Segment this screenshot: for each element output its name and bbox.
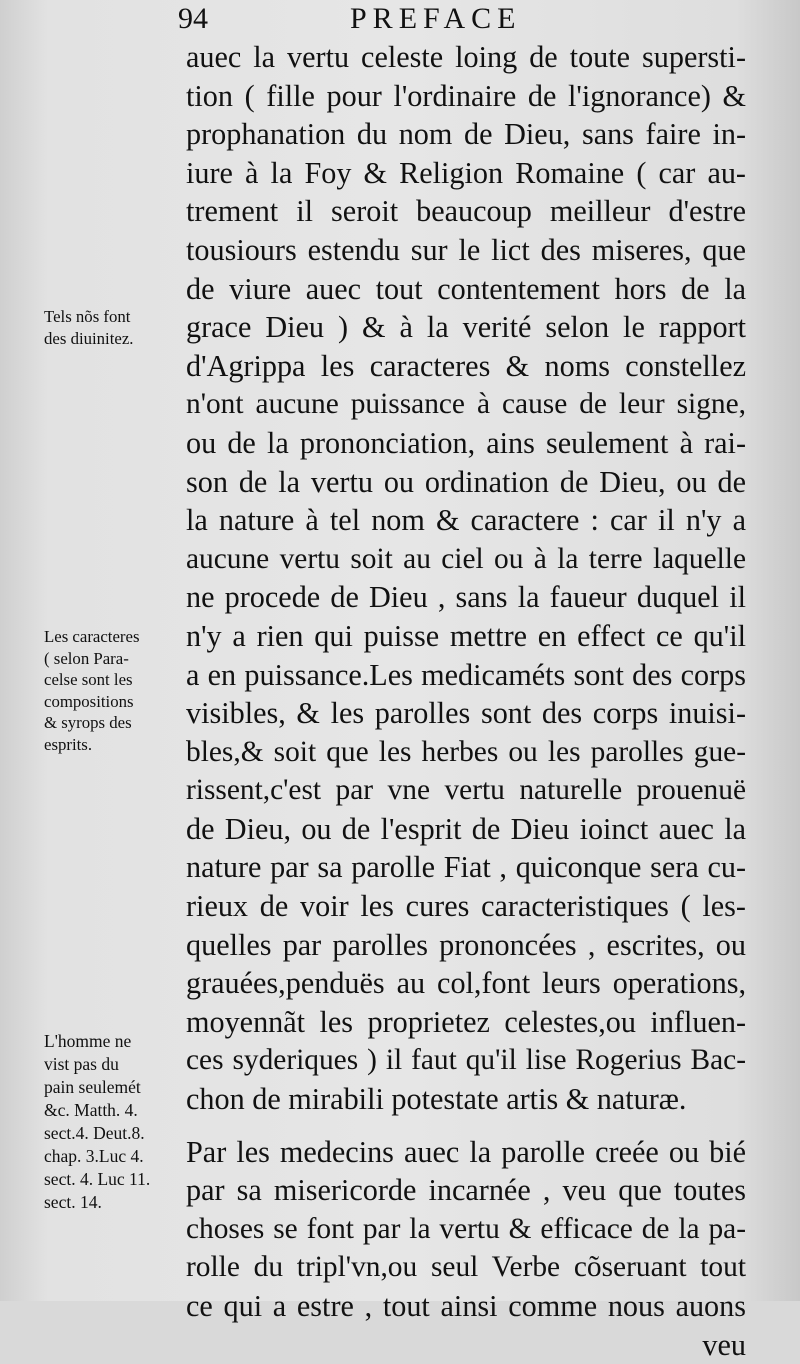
- margin-note-line: compositions: [44, 691, 134, 711]
- text-line: auec la vertu celeste loing de toute supersti-: [186, 40, 746, 74]
- text-line: bles,& soit que les herbes ou les parolles gue-: [186, 735, 746, 768]
- text-line: iure à la Foy & Religion Romaine ( car au-: [186, 155, 746, 190]
- margin-note-line: &c. Matth. 4.: [44, 1100, 138, 1120]
- text-line: la nature à tel nom & caractere : car il n'y a: [186, 503, 746, 538]
- text-line: par sa misericorde incarnée , veu que toutes: [186, 1173, 746, 1208]
- text-line: son de la vertu ou ordination de Dieu, ou de: [186, 464, 746, 499]
- page-number: 94: [178, 2, 208, 35]
- text-line: aucune vertu soit au ciel ou à la terre laquelle: [186, 542, 746, 575]
- text-line: trement il seroit beaucoup meilleur d'estre: [186, 194, 746, 229]
- margin-note-line: & syrops des: [44, 713, 132, 732]
- text-line: ne procede de Dieu , sans la faueur duquel il: [186, 580, 746, 615]
- margin-note-line: sect. 14.: [44, 1192, 102, 1212]
- text-line: choses se font par la vertu & efficace de la pa-: [186, 1212, 746, 1245]
- margin-note: [44, 1030, 150, 1214]
- text-line: rissent,c'est par vne vertu naturelle prouenuë: [186, 774, 746, 807]
- text-line: nature par sa parolle Fiat , quiconque sera cu-: [186, 850, 746, 885]
- body-text: [186, 38, 746, 1364]
- text-line: n'ont aucune puissance à cause de leur signe,: [186, 388, 746, 421]
- catchword: veu: [702, 1327, 746, 1362]
- margin-note-line: ( selon Para-: [44, 648, 129, 668]
- margin-note-line: sect.4. Deut.8.: [44, 1123, 145, 1143]
- text-line: rieux de voir les cures caracteristiques ( les-: [186, 889, 746, 924]
- margin-note-line: chap. 3.Luc 4.: [44, 1146, 144, 1166]
- text-line: grace Dieu ) & à la verité selon le rapport: [186, 310, 746, 345]
- text-line: d'Agrippa les caracteres & noms constellez: [186, 348, 746, 383]
- margin-note: [44, 626, 139, 755]
- margin-note-line: vist pas du: [44, 1054, 119, 1074]
- text-line: tion ( fille pour l'ordinaire de l'ignorance) &: [186, 78, 746, 113]
- text-line: tousiours estendu sur le lict des miseres, que: [186, 232, 746, 267]
- text-line: chon de mirabili potestate artis & naturæ.: [186, 1082, 687, 1117]
- text-line: a en puissance.Les medicaméts sont des corps: [186, 657, 746, 692]
- margin-note-line: Les caracteres: [44, 627, 140, 646]
- margin-note-line: celse sont les: [44, 670, 133, 689]
- margin-note-line: L'homme ne: [44, 1031, 132, 1051]
- text-line: grauées,penduës au col,font leurs operations,: [186, 966, 746, 1001]
- page-header: [0, 0, 800, 40]
- text-line: ce qui a estre , tout ainsi comme nous auons: [186, 1289, 746, 1323]
- text-line: de viure auec tout contentement hors de la: [186, 271, 746, 306]
- text-line: moyennãt les proprietez celestes,ou influen-: [186, 1004, 746, 1039]
- text-line: visibles, & les parolles sont des corps inuisi-: [186, 696, 746, 731]
- text-line: quelles par parolles prononcées , escrites, ou: [186, 927, 746, 962]
- margin-note: [44, 306, 133, 349]
- text-line: prophanation du nom de Dieu, sans faire in-: [186, 117, 746, 152]
- text-line: ou de la prononciation, ains seulement à rai-: [186, 425, 746, 460]
- text-line: n'y a rien qui puisse mettre en effect ce qu'il: [186, 618, 746, 653]
- margin-note-line: pain seulemét: [44, 1077, 141, 1097]
- text-line: Par les medecins auec la parolle creée ou bié: [186, 1134, 746, 1169]
- text-line: de Dieu, ou de l'esprit de Dieu ioinct auec la: [186, 811, 746, 846]
- text-line: rolle du tripl'vn,ou seul Verbe cõseruant tout: [186, 1251, 746, 1284]
- margin-note-line: Tels nõs font: [44, 307, 131, 326]
- margin-note-line: des diuinitez.: [44, 328, 134, 348]
- running-head: PREFACE: [350, 2, 522, 35]
- margin-note-line: sect. 4. Luc 11.: [44, 1169, 151, 1189]
- text-line: ces syderiques ) il faut qu'il lise Rogerius Bac-: [186, 1044, 746, 1077]
- margin-note-line: esprits.: [44, 734, 93, 754]
